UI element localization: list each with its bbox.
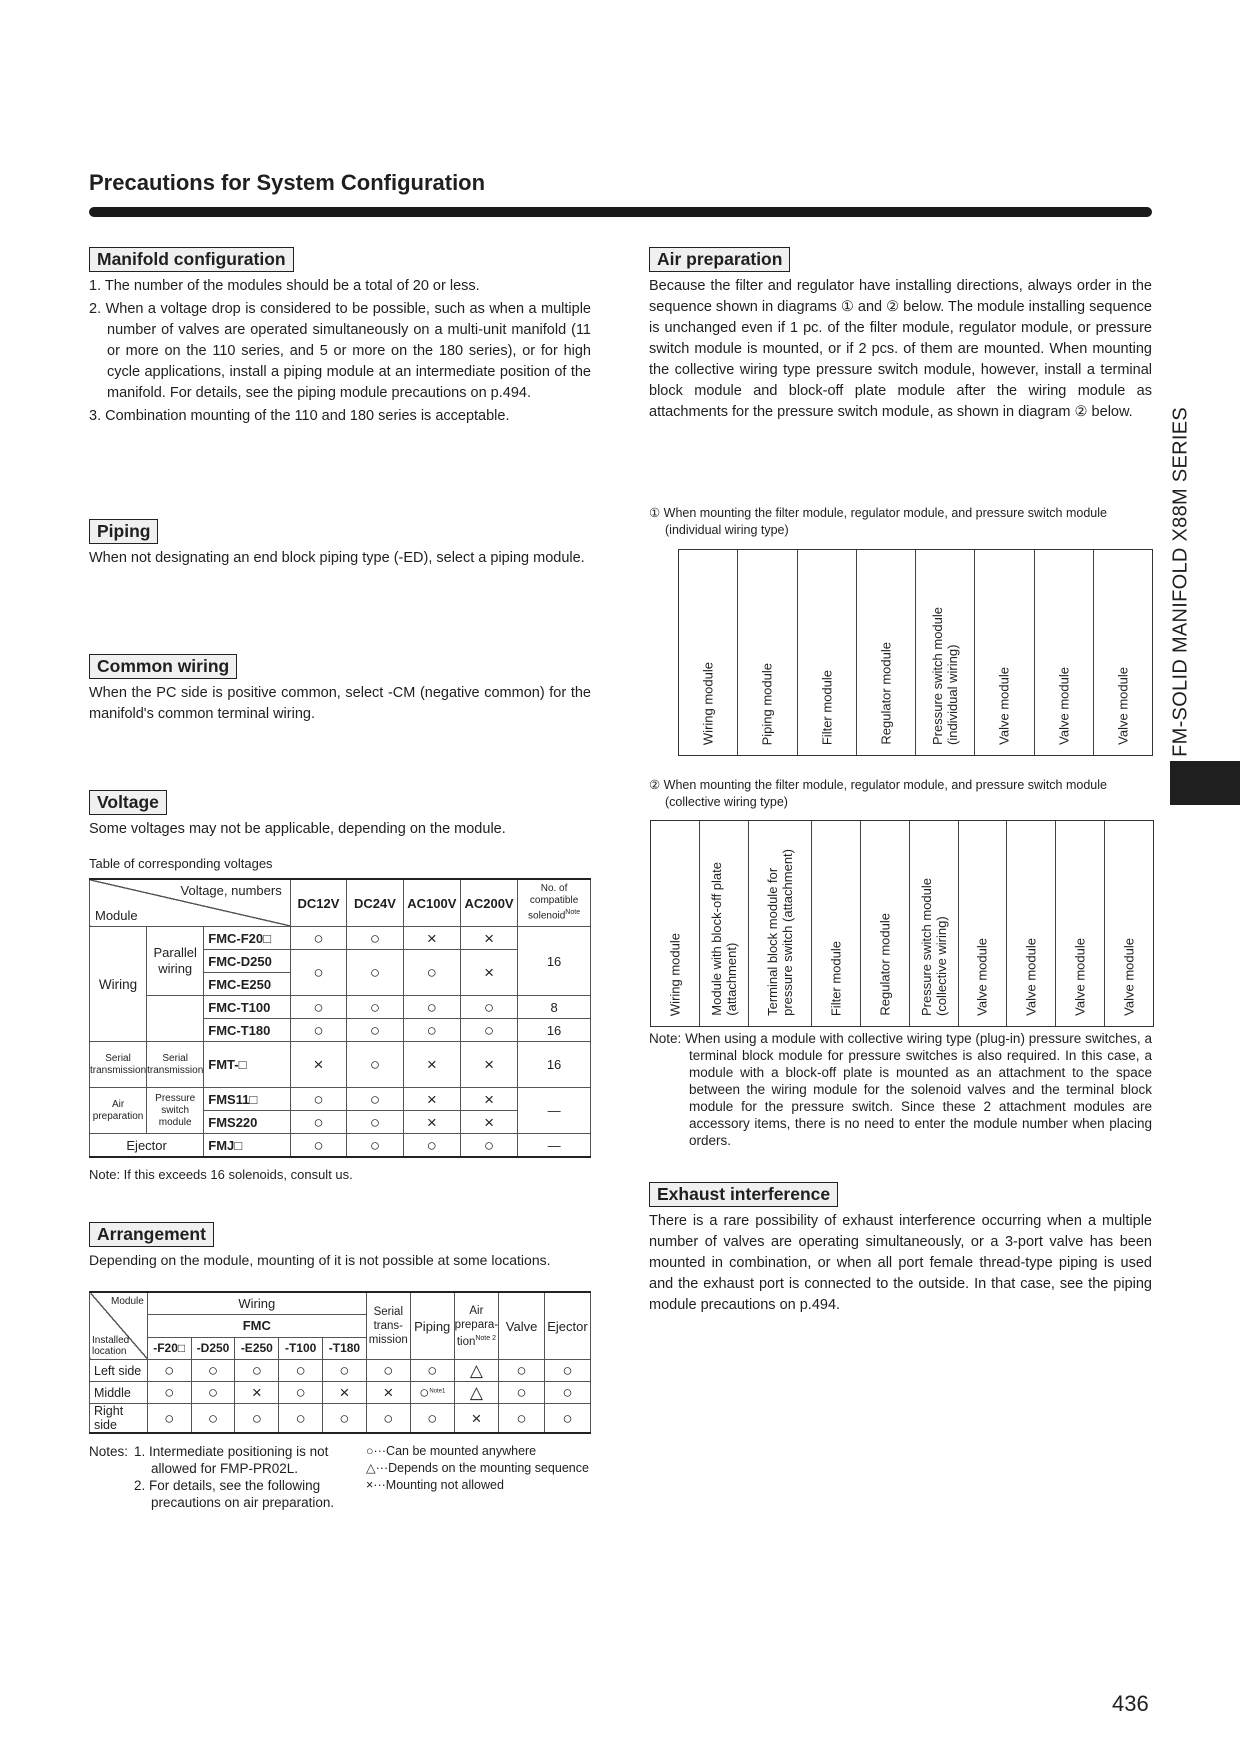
piping-heading: Piping: [89, 519, 158, 544]
d2-cell-regulator: [861, 821, 910, 1026]
voltage-table-caption: Table of corresponding voltages: [89, 856, 273, 871]
d1-cell-valve-2: [1035, 550, 1094, 755]
row-fmc-d250: FMC-D250: [204, 950, 290, 973]
v-t100-dc12: ○: [290, 996, 347, 1019]
arr-left-3: ○: [279, 1360, 323, 1382]
common-wiring-text: When the PC side is positive common, select -CM (negative common) for the manifold's common terminal wiring.: [89, 685, 591, 722]
arr-corner-bottom: Installed location: [92, 1335, 130, 1357]
arr-col-t100: -T100: [279, 1337, 323, 1359]
d2-cell-terminal-block: [749, 821, 812, 1026]
group-wiring: Wiring: [90, 927, 147, 1042]
group-air-2: Pressure switch module: [147, 1088, 204, 1134]
voltage-text: Some voltages may not be applicable, depending on the module.: [89, 821, 506, 837]
n-fmj: —: [518, 1134, 591, 1158]
arr-piping-header: Piping: [410, 1292, 454, 1360]
common-wiring-heading: Common wiring: [89, 654, 237, 679]
v-fmt-ac200: ×: [460, 1042, 517, 1088]
n-f20-d250-e250: 16: [518, 927, 591, 996]
arr-left-5: ○: [366, 1360, 410, 1382]
row-fms11: FMS11□: [204, 1088, 290, 1111]
col-solenoids: [518, 879, 591, 927]
group-serial-2: Serial transmission: [147, 1042, 204, 1088]
arr-right-7: ×: [454, 1404, 498, 1434]
d1-label-2: Filter module: [819, 669, 835, 745]
arr-row-right: Right side: [90, 1404, 148, 1434]
v-fms220-ac100: ×: [403, 1111, 460, 1134]
d2-label-8: Valve module: [1072, 938, 1088, 1016]
v-f20-dc24: ○: [347, 927, 404, 950]
arr-serial-header: Serial trans- mission: [366, 1292, 410, 1360]
d1-label-1: Piping module: [759, 662, 775, 745]
v-fmt-dc12: ×: [290, 1042, 347, 1088]
arr-left-7: △: [454, 1360, 498, 1382]
air-prep-text: Because the filter and regulator have installing directions, always order in the sequence shown in diagrams ① and ② below. The module installing sequence is unchanged even if 1 pc. of the filter module, regulator module, or pressure switch module is mounted, or if 2 pcs. of them are mounted. When mounting the collective wiring type pressure switch module, however, install a terminal block module and block-off plate module after the wiring module as attachments for the pressure switch module, as shown in diagram ② below.: [649, 278, 1152, 420]
air-prep-heading: Air preparation: [649, 247, 790, 272]
d2-label-2: Terminal block module for pressure switch (attachment): [764, 849, 795, 1016]
v-fmj-ac200: ○: [460, 1134, 517, 1158]
page-number: 436: [1112, 1691, 1149, 1716]
v-t100-dc24: ○: [347, 996, 404, 1019]
d1-cell-regulator: [857, 550, 916, 755]
d1-label-3: Regulator module: [878, 642, 894, 745]
d2-cell-blockoff: [700, 821, 749, 1026]
arr-right-0: ○: [147, 1404, 191, 1434]
d1-cell-piping: [738, 550, 797, 755]
exhaust-text: There is a rare possibility of exhaust interference occurring when a multiple number of valves are operating simultaneously, or a 3-port valve has been mounted in combination, or when all port female thread-type piping is used and the exhaust port is connected to the outside. In that case, see the piping module precautions on p.494.: [649, 1213, 1152, 1313]
voltage-table: [89, 878, 591, 1158]
exhaust-heading: Exhaust interference: [649, 1182, 838, 1207]
side-series-label: [1168, 407, 1194, 757]
arrangement-table: [89, 1291, 591, 1434]
arr-right-4: ○: [323, 1404, 367, 1434]
row-fmj: FMJ□: [204, 1134, 290, 1158]
arr-ejector-header: Ejector: [544, 1292, 590, 1360]
d2-cell-valve-2: [1007, 821, 1056, 1026]
v-fms11-dc12: ○: [290, 1088, 347, 1111]
row-fmc-f20: FMC-F20□: [204, 927, 290, 950]
arr-mid-6: ○: [419, 1383, 430, 1402]
manifold-list: [89, 276, 591, 429]
d1-cell-pressure-switch: [916, 550, 975, 755]
group-parallel: Parallel wiring: [147, 927, 204, 996]
arr-mid-5: ×: [366, 1382, 410, 1404]
arr-col-f20: -F20□: [147, 1337, 191, 1359]
d1-cell-valve-1: [975, 550, 1034, 755]
v-f20-ac100: ×: [403, 927, 460, 950]
manifold-heading: Manifold configuration: [89, 247, 294, 272]
arr-left-8: ○: [499, 1360, 545, 1382]
v-f20-ac200: ×: [460, 927, 517, 950]
arr-legend: [366, 1443, 589, 1494]
arr-row-left: Left side: [90, 1360, 148, 1382]
arr-mid-6-cell: [410, 1382, 454, 1404]
d2-label-7: Valve module: [1023, 938, 1039, 1016]
arr-mid-7: △: [454, 1382, 498, 1404]
arr-fmc-header: FMC: [147, 1315, 366, 1337]
legend-triangle: △···Depends on the mounting sequence: [366, 1461, 589, 1475]
arr-mid-8: ○: [499, 1382, 545, 1404]
legend-circle: ○···Can be mounted anywhere: [366, 1444, 537, 1458]
arr-mid-6-note: Note1: [429, 1388, 446, 1395]
voltage-corner-top: Voltage, numbers: [180, 883, 282, 898]
group-air-1: Air preparation: [90, 1088, 147, 1134]
diagram1: [678, 549, 1153, 756]
d2-cell-wiring: [651, 821, 700, 1026]
arr-mid-3: ○: [279, 1382, 323, 1404]
v-t180-dc24: ○: [347, 1019, 404, 1042]
arr-valve-header: Valve: [499, 1292, 545, 1360]
voltage-corner-bottom: Module: [95, 908, 138, 923]
v-t100-ac200: ○: [460, 996, 517, 1019]
arr-left-1: ○: [191, 1360, 235, 1382]
piping-text: When not designating an end block piping type (-ED), select a piping module.: [89, 550, 585, 566]
arrangement-heading: Arrangement: [89, 1222, 214, 1247]
arr-col-e250: -E250: [235, 1337, 279, 1359]
manifold-item-1: 1. The number of the modules should be a total of 20 or less.: [89, 278, 480, 294]
d2-label-4: Regulator module: [877, 913, 893, 1016]
legend-cross: ×···Mounting not allowed: [366, 1478, 504, 1492]
arr-mid-9: ○: [544, 1382, 590, 1404]
arr-left-4: ○: [323, 1360, 367, 1382]
arr-note-2: 2. For details, see the following precautions on air preparation.: [134, 1478, 335, 1510]
arr-mid-2: ×: [235, 1382, 279, 1404]
row-fms220: FMS220: [204, 1111, 290, 1134]
manifold-item-2: 2. When a voltage drop is considered to be possible, such as when a multiple number of valves are operated simultaneously on a multi-unit manifold (11 or more on the 110 series, and 5 or more on the 180 series), or for high cycle applications, install a piping module at an intermediate position of the manifold. For details, see the piping module precautions on p.494.: [89, 301, 591, 401]
arr-air-label: Air prepara- tion: [454, 1304, 499, 1348]
n-fmt: 16: [518, 1042, 591, 1088]
arr-corner-top: Module: [110, 1296, 144, 1307]
d2-label-3: Filter module: [828, 940, 844, 1016]
arr-right-5: ○: [366, 1404, 410, 1434]
arr-right-9: ○: [544, 1404, 590, 1434]
n-t100: 8: [518, 996, 591, 1019]
d2-label-0: Wiring module: [667, 932, 683, 1016]
arr-right-8: ○: [499, 1404, 545, 1434]
col-dc12v: DC12V: [290, 879, 347, 927]
d2-cell-valve-3: [1056, 821, 1105, 1026]
v-fms220-dc24: ○: [347, 1111, 404, 1134]
group-serial-1: Serial transmission: [90, 1042, 147, 1088]
d2-cell-valve-4: [1105, 821, 1153, 1026]
page-title: Precautions for System Configuration: [89, 170, 486, 195]
v-t180-ac200: ○: [460, 1019, 517, 1042]
v-fmj-dc12: ○: [290, 1134, 347, 1158]
v-d250-dc24: ○: [347, 950, 404, 996]
d1-cell-valve-3: [1094, 550, 1152, 755]
col-solenoids-note: Note: [565, 909, 581, 917]
arr-right-2: ○: [235, 1404, 279, 1434]
v-fms11-dc24: ○: [347, 1088, 404, 1111]
v-fms11-ac200: ×: [460, 1088, 517, 1111]
row-fmt: FMT-□: [204, 1042, 290, 1088]
v-fms220-dc12: ○: [290, 1111, 347, 1134]
v-fms220-ac200: ×: [460, 1111, 517, 1134]
arr-left-2: ○: [235, 1360, 279, 1382]
col-solenoids-label: No. of compatible solenoid: [528, 883, 579, 922]
v-t180-ac100: ○: [403, 1019, 460, 1042]
diagram1-caption: ① When mounting the filter module, regulator module, and pressure switch module (individual wiring type): [649, 506, 1107, 537]
arr-mid-4: ×: [323, 1382, 367, 1404]
row-fmc-t100: FMC-T100: [204, 996, 290, 1019]
voltage-note: Note: If this exceeds 16 solenoids, consult us.: [89, 1167, 353, 1182]
diagram2-caption: ② When mounting the filter module, regulator module, and pressure switch module (collective wiring type): [649, 778, 1107, 809]
arr-notes-label: Notes:: [89, 1444, 129, 1459]
v-fms11-ac100: ×: [403, 1088, 460, 1111]
d1-label-6: Valve module: [1056, 667, 1072, 745]
d1-label-0: Wiring module: [700, 661, 716, 745]
v-d250-ac200: ×: [460, 950, 517, 996]
arr-right-3: ○: [279, 1404, 323, 1434]
arr-wiring-header: Wiring: [147, 1292, 366, 1315]
d2-label-1: Module with block-off plate (attachment): [708, 862, 739, 1016]
arr-notes: [134, 1443, 346, 1511]
row-fmc-t180: FMC-T180: [204, 1019, 290, 1042]
v-fmj-dc24: ○: [347, 1134, 404, 1158]
title-rule: [89, 207, 1152, 217]
arr-corner-cell: [90, 1292, 148, 1360]
side-series-text: FM-SOLID MANIFOLD X88M SERIES: [1169, 407, 1192, 757]
arr-air-header: [454, 1292, 498, 1360]
d1-label-7: Valve module: [1115, 667, 1131, 745]
arr-mid-0: ○: [147, 1382, 191, 1404]
col-ac200v: AC200V: [460, 879, 517, 927]
group-parallel-blank: [147, 996, 204, 1042]
v-t180-dc12: ○: [290, 1019, 347, 1042]
d2-label-6: Valve module: [974, 938, 990, 1016]
d1-cell-wiring: [679, 550, 738, 755]
arr-left-0: ○: [147, 1360, 191, 1382]
d2-cell-pressure-switch: [910, 821, 959, 1026]
col-ac100v: AC100V: [403, 879, 460, 927]
arr-mid-1: ○: [191, 1382, 235, 1404]
arr-col-t180: -T180: [323, 1337, 367, 1359]
arr-note-1: 1. Intermediate positioning is not allowed for FMP-PR02L.: [134, 1444, 329, 1476]
manifold-item-3: 3. Combination mounting of the 110 and 180 series is acceptable.: [89, 408, 510, 424]
arr-right-6: ○: [410, 1404, 454, 1434]
voltage-corner-cell: [90, 879, 291, 927]
d1-label-4: Pressure switch module (individual wiring): [930, 607, 961, 745]
v-fmt-dc24: ○: [347, 1042, 404, 1088]
arr-left-6: ○: [410, 1360, 454, 1382]
n-t180: 16: [518, 1019, 591, 1042]
v-fmt-ac100: ×: [403, 1042, 460, 1088]
arr-air-note: Note 2: [475, 1334, 496, 1342]
arr-col-d250: -D250: [191, 1337, 235, 1359]
n-fms: —: [518, 1088, 591, 1134]
side-tab-marker: [1170, 761, 1240, 805]
col-dc24v: DC24V: [347, 879, 404, 927]
arr-left-9: ○: [544, 1360, 590, 1382]
group-ejector: Ejector: [90, 1134, 204, 1158]
arrangement-text: Depending on the module, mounting of it is not possible at some locations.: [89, 1252, 551, 1268]
diagram2: [650, 820, 1154, 1027]
air-prep-note: Note: When using a module with collective wiring type (plug-in) pressure switches, a terminal block module for pressure switches is also required. In this case, a module with a block-off plate is mounted as an attachment to the space between the wiring module for the solenoid valves and the terminal block module for the pressure switch. Since these 2 attachment modules are accessory items, there is no need to enter the module number when placing orders.: [649, 1031, 1152, 1148]
arr-row-middle: Middle: [90, 1382, 148, 1404]
arr-right-1: ○: [191, 1404, 235, 1434]
d2-cell-valve-1: [959, 821, 1008, 1026]
v-fmj-ac100: ○: [403, 1134, 460, 1158]
row-fmc-e250: FMC-E250: [204, 973, 290, 996]
voltage-heading: Voltage: [89, 790, 167, 815]
d2-label-9: Valve module: [1121, 938, 1137, 1016]
v-t100-ac100: ○: [403, 996, 460, 1019]
d1-cell-filter: [798, 550, 857, 755]
v-d250-ac100: ○: [403, 950, 460, 996]
d1-label-5: Valve module: [996, 667, 1012, 745]
v-f20-dc12: ○: [290, 927, 347, 950]
v-d250-dc12: ○: [290, 950, 347, 996]
d2-cell-filter: [812, 821, 861, 1026]
d2-label-5: Pressure switch module (collective wiring): [918, 878, 949, 1016]
